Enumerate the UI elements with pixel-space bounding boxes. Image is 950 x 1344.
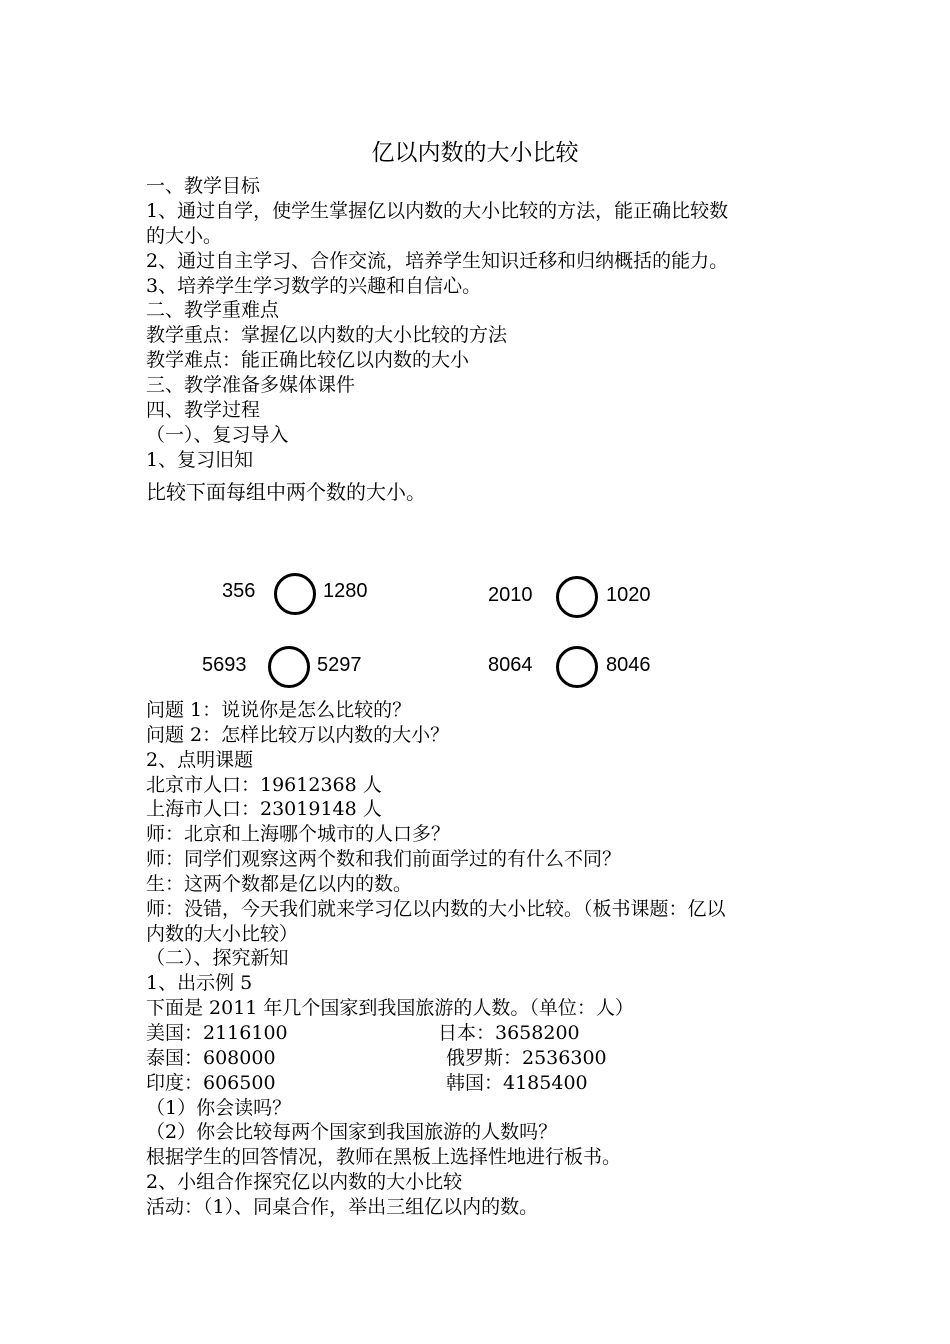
country-usa: 美国：2116100	[146, 1022, 288, 1044]
heading-review: （一）、复习导入	[146, 424, 289, 446]
heading-preparation: 三、教学准备多媒体课件	[146, 374, 356, 396]
teacher-question-2: 师：同学们观察这两个数和我们前面学过的有什么不同？	[146, 848, 622, 870]
country-india: 印度：606500	[146, 1072, 276, 1094]
heading-group-explore: 2、小组合作探究亿以内数的大小比较	[146, 1171, 463, 1193]
compare-2-right: 1020	[606, 584, 651, 606]
difficult-point: 教学难点：能正确比较亿以内数的大小	[146, 349, 470, 371]
teacher-statement-line-2: 内数的大小比较）	[146, 923, 299, 945]
question-read: （1）你会读吗？	[146, 1097, 292, 1119]
compare-4-right: 8046	[606, 654, 651, 676]
document-title: 亿以内数的大小比较	[371, 140, 579, 166]
compare-2-left: 2010	[488, 584, 533, 606]
compare-circle	[556, 646, 598, 688]
compare-circle	[556, 576, 598, 618]
heading-process: 四、教学过程	[146, 399, 261, 421]
country-korea: 韩国：4185400	[446, 1072, 588, 1094]
goal-1-line-2: 的大小。	[146, 225, 223, 247]
student-answer: 生：这两个数都是亿以内的数。	[146, 873, 413, 895]
compare-circle	[274, 573, 316, 615]
activity-1: 活动：（1）、同桌合作，举出三组亿以内的数。	[146, 1196, 539, 1218]
country-thailand: 泰国：608000	[146, 1047, 276, 1069]
goal-3: 3、培养学生学习数学的兴趣和自信心。	[146, 275, 482, 297]
heading-key-points: 二、教学重难点	[146, 299, 280, 321]
shanghai-population: 上海市人口：23019148 人	[146, 798, 382, 820]
question-2: 问题 2：怎样比较万以内数的大小？	[146, 724, 450, 746]
compare-4-left: 8064	[488, 654, 533, 676]
compare-circle	[268, 646, 310, 688]
question-1: 问题 1：说说你是怎么比较的？	[146, 699, 412, 721]
tourist-intro: 下面是 2011 年几个国家到我国旅游的人数。（单位：人）	[146, 997, 634, 1019]
question-compare: （2）你会比较每两个国家到我国旅游的人数吗？	[146, 1121, 558, 1143]
teacher-statement-line-1: 师：没错，今天我们就来学习亿以内数的大小比较。（板书课题：亿以	[146, 898, 726, 920]
teacher-question-1: 师：北京和上海哪个城市的人口多？	[146, 823, 451, 845]
goal-1-line-1: 1、通过自学，使学生掌握亿以内数的大小比较的方法，能正确比较数	[146, 200, 729, 222]
compare-3-left: 5693	[202, 654, 247, 676]
compare-1-right: 1280	[323, 580, 368, 602]
heading-topic: 2、点明课题	[146, 749, 254, 771]
key-point: 教学重点：掌握亿以内数的大小比较的方法	[146, 324, 508, 346]
beijing-population: 北京市人口：19612368 人	[146, 774, 382, 796]
board-note: 根据学生的回答情况，教师在黑板上选择性地进行板书。	[146, 1146, 622, 1168]
compare-instruction: 比较下面每组中两个数的大小。	[146, 480, 426, 504]
country-russia: 俄罗斯：2536300	[446, 1047, 607, 1069]
compare-3-right: 5297	[317, 654, 362, 676]
goal-2: 2、通过自主学习、合作交流，培养学生知识迁移和归纳概括的能力。	[146, 250, 729, 272]
heading-teaching-goals: 一、教学目标	[146, 175, 261, 197]
heading-explore: （二）、探究新知	[146, 947, 289, 969]
compare-1-left: 356	[222, 580, 256, 602]
country-japan: 日本：3658200	[438, 1022, 580, 1044]
review-old-knowledge: 1、复习旧知	[146, 449, 254, 471]
example-5: 1、出示例 5	[146, 972, 253, 994]
